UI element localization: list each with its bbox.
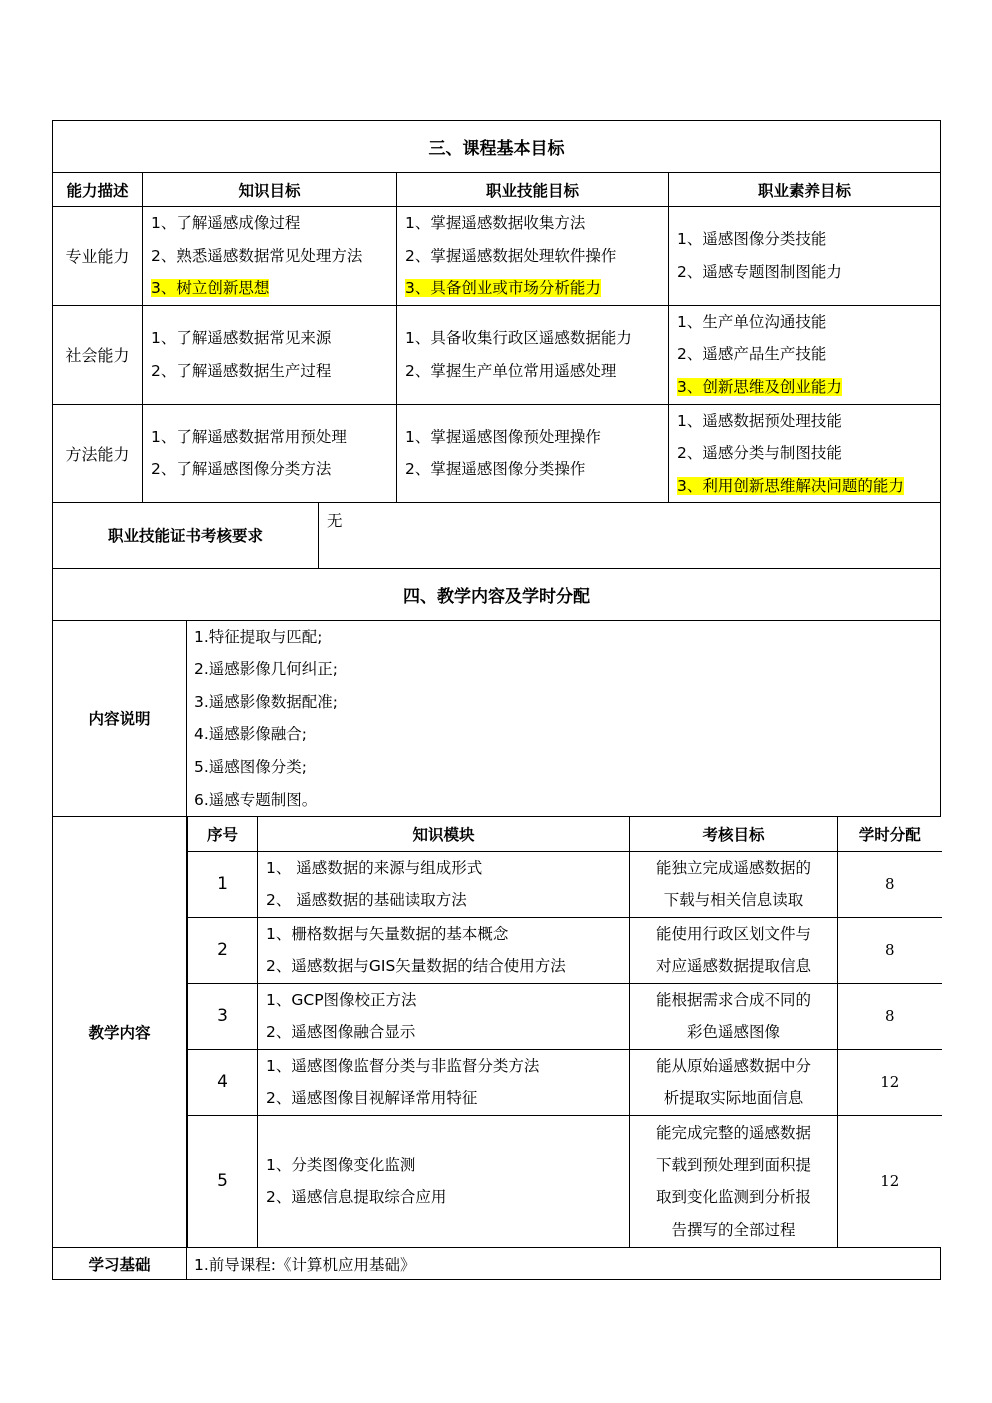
module-item: 1、 遥感数据的来源与组成形式 xyxy=(266,858,483,877)
row-label-method: 方法能力 xyxy=(53,404,143,503)
content-item: 3.遥感影像数据配准; xyxy=(194,692,339,711)
module-items xyxy=(258,917,630,983)
target-line: 能完成完整的遥感数据 xyxy=(655,1123,811,1142)
skill-goals xyxy=(397,305,669,404)
module-no: 3 xyxy=(188,983,258,1049)
target-line: 下载与相关信息读取 xyxy=(663,891,804,910)
target-line: 能独立完成遥感数据的 xyxy=(655,858,811,877)
modules-table xyxy=(187,817,942,1247)
module-no: 4 xyxy=(188,1049,258,1115)
section4-title: 四、教学内容及学时分配 xyxy=(53,568,941,620)
module-items xyxy=(258,1049,630,1115)
header-skill: 职业技能目标 xyxy=(397,173,669,207)
content-item: 4.遥感影像融合; xyxy=(194,725,308,744)
module-items xyxy=(258,1115,630,1247)
target-line: 能根据需求合成不同的 xyxy=(655,990,811,1009)
module-item: 2、遥感图像目视解译常用特征 xyxy=(266,1089,478,1108)
content-item: 6.遥感专题制图。 xyxy=(194,790,318,809)
target-line: 告撰写的全部过程 xyxy=(671,1220,796,1239)
goal-item: 2、了解遥感数据生产过程 xyxy=(151,361,332,380)
module-target xyxy=(630,917,838,983)
goal-item: 2、熟悉遥感数据常见处理方法 xyxy=(151,246,363,265)
module-item: 2、遥感数据与GIS矢量数据的结合使用方法 xyxy=(266,957,566,976)
goal-item: 2、遥感专题图制图能力 xyxy=(677,262,842,281)
cert-label: 职业技能证书考核要求 xyxy=(53,502,319,568)
teaching-content-table xyxy=(52,568,941,1281)
goal-item: 1、了解遥感数据常见来源 xyxy=(151,329,332,348)
module-target xyxy=(630,1115,838,1247)
module-items xyxy=(258,851,630,917)
quality-goals xyxy=(669,404,941,503)
module-no: 1 xyxy=(188,851,258,917)
row-label-social: 社会能力 xyxy=(53,305,143,404)
header-ability: 能力描述 xyxy=(53,173,143,207)
knowledge-goals xyxy=(143,404,397,503)
goal-item: 2、遥感产品生产技能 xyxy=(677,345,827,364)
target-line: 下载到预处理到面积提 xyxy=(655,1155,811,1174)
header-module: 知识模块 xyxy=(258,817,630,851)
target-line: 彩色遥感图像 xyxy=(686,1023,780,1042)
skill-goals xyxy=(397,207,669,306)
module-target xyxy=(630,983,838,1049)
module-item: 1、栅格数据与矢量数据的基本概念 xyxy=(266,924,509,943)
target-line: 能使用行政区划文件与 xyxy=(655,924,811,943)
module-hours: 12 xyxy=(838,1115,942,1247)
module-item: 1、分类图像变化监测 xyxy=(266,1156,416,1175)
row-label-professional: 专业能力 xyxy=(53,207,143,306)
skill-goals xyxy=(397,404,669,503)
module-no: 5 xyxy=(188,1115,258,1247)
module-target xyxy=(630,1049,838,1115)
knowledge-goals xyxy=(143,305,397,404)
module-item: 1、遥感图像监督分类与非监督分类方法 xyxy=(266,1056,540,1075)
foundation-value: 1.前导课程:《计算机应用基础》 xyxy=(187,1248,941,1280)
module-item: 2、遥感信息提取综合应用 xyxy=(266,1188,447,1207)
goal-item: 1、具备收集行政区遥感数据能力 xyxy=(405,329,632,348)
goal-item: 1、生产单位沟通技能 xyxy=(677,312,827,331)
module-item: 2、遥感图像融合显示 xyxy=(266,1023,416,1042)
syllabus-sheet xyxy=(52,120,940,1280)
module-item: 2、 遥感数据的基础读取方法 xyxy=(266,891,467,910)
target-line: 取到变化监测到分析报 xyxy=(655,1188,811,1207)
target-line: 对应遥感数据提取信息 xyxy=(655,957,811,976)
goal-item: 1、遥感图像分类技能 xyxy=(677,230,827,249)
module-no: 2 xyxy=(188,917,258,983)
goal-item: 1、了解遥感数据常用预处理 xyxy=(151,427,347,446)
goal-item: 2、掌握生产单位常用遥感处理 xyxy=(405,361,617,380)
cert-value: 无 xyxy=(319,502,941,568)
goal-item: 2、遥感分类与制图技能 xyxy=(677,444,842,463)
target-line: 析提取实际地面信息 xyxy=(663,1089,804,1108)
knowledge-goals xyxy=(143,207,397,306)
goal-item: 1、遥感数据预处理技能 xyxy=(677,411,842,430)
goal-item: 1、了解遥感成像过程 xyxy=(151,214,301,232)
header-quality: 职业素养目标 xyxy=(669,173,941,207)
content-item: 5.遥感图像分类; xyxy=(194,757,308,776)
module-hours: 8 xyxy=(838,917,942,983)
certificate-table xyxy=(52,502,941,569)
goal-item-highlighted: 3、具备创业或市场分析能力 xyxy=(405,279,601,298)
goal-item-highlighted: 3、创新思维及创业能力 xyxy=(677,377,842,396)
goal-item: 2、掌握遥感图像分类操作 xyxy=(405,460,586,479)
module-item: 1、GCP图像校正方法 xyxy=(266,990,417,1009)
goal-item: 1、掌握遥感数据收集方法 xyxy=(405,214,586,232)
module-items xyxy=(258,983,630,1049)
header-target: 考核目标 xyxy=(630,817,838,851)
goal-item-highlighted: 3、树立创新思想 xyxy=(151,279,270,298)
module-hours: 12 xyxy=(838,1049,942,1115)
header-hours: 学时分配 xyxy=(838,817,942,851)
header-no: 序号 xyxy=(188,817,258,851)
goal-item-highlighted: 3、利用创新思维解决问题的能力 xyxy=(677,476,904,495)
goal-item: 1、掌握遥感图像预处理操作 xyxy=(405,427,601,446)
header-knowledge: 知识目标 xyxy=(143,173,397,207)
module-hours: 8 xyxy=(838,851,942,917)
content-list xyxy=(187,620,941,817)
content-item: 1.特征提取与匹配; xyxy=(194,627,323,646)
goal-item: 2、掌握遥感数据处理软件操作 xyxy=(405,246,617,265)
content-label: 内容说明 xyxy=(53,620,187,817)
teaching-label: 教学内容 xyxy=(53,817,187,1248)
section3-title: 三、课程基本目标 xyxy=(53,121,941,173)
goal-item: 2、了解遥感图像分类方法 xyxy=(151,460,332,479)
target-line: 能从原始遥感数据中分 xyxy=(655,1056,811,1075)
module-hours: 8 xyxy=(838,983,942,1049)
course-goals-table xyxy=(52,120,941,503)
quality-goals xyxy=(669,207,941,306)
module-target xyxy=(630,851,838,917)
content-item: 2.遥感影像几何纠正; xyxy=(194,660,339,679)
foundation-label: 学习基础 xyxy=(53,1248,187,1280)
quality-goals xyxy=(669,305,941,404)
modules-container xyxy=(187,817,941,1248)
